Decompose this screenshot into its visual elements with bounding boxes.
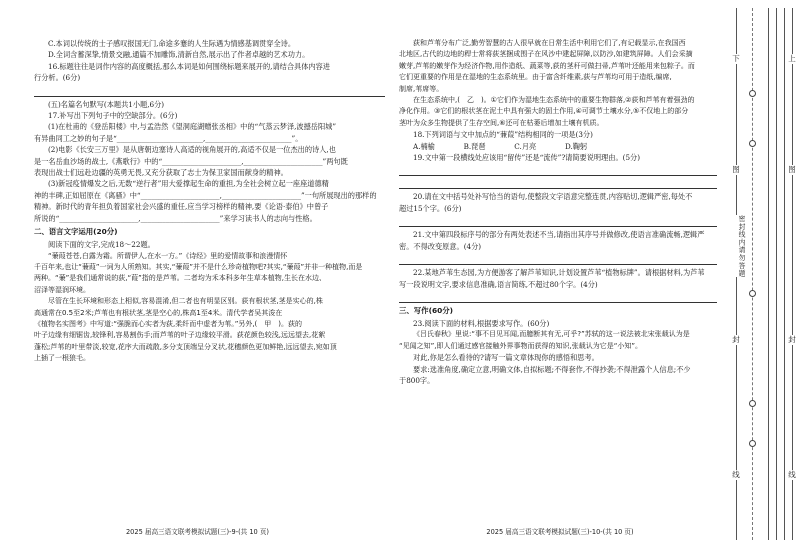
binding-label-up: 上 — [788, 54, 796, 63]
text-line: 上插了一根狼毛。 — [34, 354, 90, 363]
binding-hole — [749, 400, 756, 407]
binding-hole — [749, 140, 756, 147]
binding-hole — [749, 440, 756, 447]
binding-hole — [749, 90, 756, 97]
text-line: 有异曲同工之妙的句子是“________________________,________________________”。 — [34, 133, 303, 143]
text-line: 净化作用。③它们的根状茎在泥土中具有强大的固土作用,④可调节土壤水分,⑤不仅地上的部分 — [399, 107, 689, 116]
answer-line — [399, 166, 717, 176]
text-line: 17.补写出下列句子中的空缺部分。(6分) — [48, 111, 178, 121]
binding-hole — [749, 290, 756, 297]
text-line: 18.下列词语与文中加点的“蒹葭”结构相同的一项是(3分) — [413, 130, 593, 140]
left-page-content — [34, 38, 385, 365]
section-heading: 三、写作(60分) — [399, 305, 453, 315]
text-line: D.全词含蓄深挚,情景交融,通篇不加雕饰,清新自然,展示出了作者卓越的艺术功力。 — [48, 50, 310, 60]
text-line: 高通常在0.5至2米;芦苇也有根状茎,茎是空心的,株高1至4米。清代学者吴其浚在 — [34, 308, 283, 317]
text-line: 茎叶为众多生物提供了生存空间,⑥还可在枯萎后增加土壤有机质。 — [399, 118, 604, 127]
text-line: 千百年来,也让“蒹葭”一词为人所熟知。其实,“蒹葭”并不是什么珍奇植物吧?其实,“蒹葭”并非一种植物,而是 — [34, 262, 363, 271]
text-line: 21.文中第四段标序号的部分有两处表述不当,请指出其序号并做修改,使语言准确流畅,逻辑严 — [413, 230, 705, 240]
binding-line-5 — [792, 8, 793, 540]
text-line: 制席,苇席等。 — [399, 84, 444, 93]
text-line: “蒹葭苍苍,白露为霜。所谓伊人,在水一方。”《诗经》里的爱情故事和浪漫情怀 — [48, 251, 288, 260]
answer-line — [399, 217, 717, 227]
binding-label-down: 下 — [732, 54, 740, 63]
binding-line-4 — [784, 8, 785, 540]
text-line: 北地区,古代的边地的稈士常将荻茎捆成围子在风沙中建起屏障,以防沙,如建筑屏障。人们会采摘 — [399, 50, 693, 59]
text-line: 22.某地芦苇生态园,为方便游客了解芦苇知识,计划设置芦苇“植物标牌”。请根据材料,为芦苇 — [413, 268, 705, 278]
text-line: 超过15个字。(6分) — [399, 203, 462, 213]
text-line: 蓬松;芦苇的叶里带淡,较宽,花序大而疏散,多分支顶端呈分叉状,花穗颜色更加鲜艳,远远望去,宛如顶 — [34, 342, 337, 351]
text-line: 19.文中第一段横线处应该用“留传”还是“流传”?请简要说明理由。(5分) — [413, 153, 641, 163]
binding-dash-line — [752, 8, 753, 540]
text-line: 神的丰碑,正如屈原在《离骚》中“______________________,______________________”一句所展现出的那样的 — [34, 190, 377, 200]
binding-label-seal-2: 封 — [788, 335, 796, 344]
text-line: 写一段说明文字,要求信息准确,语言简练,不超过80个字。(4分) — [399, 279, 598, 289]
text-line: 《吕氏春秋》里说:“事不目见耳闻,而臆断其有无,可乎?”苏轼的这一说法被北宋张载认为是 — [413, 330, 690, 339]
text-line: 两种。“蒹”是我们通常说的荻,“葭”指的是芦苇。二者均为禾本科多年生草本植物,生长在水边、 — [34, 274, 326, 283]
binding-warning-text: 密封线内请勿答题 — [737, 215, 745, 278]
binding-label-tu-2: 图 — [788, 165, 796, 174]
text-line: 叶子边缘有细锯齿,较锋利,容易割伤手;而芦苇的叶子边缘较平滑。荻花颜色较浅,远远望去,花絮 — [34, 331, 326, 340]
answer-line — [399, 179, 717, 189]
answer-line — [399, 293, 717, 303]
section-heading: 二、语言文字运用(20分) — [34, 227, 118, 237]
binding-label-line-2: 线 — [788, 470, 796, 479]
text-line: 23.阅读下面的材料,根据要求写作。(60分) — [413, 318, 550, 328]
text-line: 《植物名实图考》中写道:“强脆而心实者为荻,柔纤而中虚者为苇。”另外,( 甲 )。荻的 — [34, 319, 303, 328]
binding-line-2 — [768, 8, 769, 540]
answer-line — [399, 255, 717, 265]
text-line: 于800字。 — [399, 375, 435, 385]
right-page-footer: 2025 届高三语文联考模拟试题(三)-10-(共 10 页) — [486, 528, 634, 536]
text-line: (2)电影《长安三万里》是从唐朝边塞诗人高适的视角展开的,高适不仅是一位杰出的诗人,也 — [48, 145, 336, 155]
text-line: 荻和芦苇分布广泛,勤劳智慧的古人很早就在日常生活中利用它们了,有记载显示,在我国西 — [413, 39, 686, 47]
text-line: 它们更重要的作用是在湿地的生态系统里。由于富含纤维素,荻与芦苇均可用于造纸,编席, — [399, 73, 672, 82]
text-line: 嫩芽,芦苇的嫩芽作为经济作物,用作造纸、蔬菜等,荻的茎秆可做扫帚,芦苇叶还能用来包粽子。而 — [399, 61, 695, 70]
binding-label-line: 线 — [732, 470, 740, 479]
text-line: 精神。新时代的青年担负着国家社会兴盛的重任,应当学习榜样的精神,要《论语·泰伯》中曾子 — [34, 202, 329, 212]
text-line: (3)新冠疫情爆发之后,无数“逆行者”用大爱撑起生命的重担,为全社会树立起一座座道德精 — [48, 179, 329, 189]
binding-label-tu: 图 — [732, 165, 740, 174]
text-line: (1)在杜甫的《登岳阳楼》中,与孟浩然《望洞庭湖赠张丞相》中的“气蒸云梦泽,波撼岳阳城” — [48, 122, 337, 132]
right-page — [395, 0, 725, 548]
binding-line-3 — [776, 8, 777, 540]
answer-line — [34, 87, 385, 97]
text-line: 密。不得改变原意。(4分) — [399, 241, 482, 251]
text-line: (五)名篇名句默写(本题共1小题,6分) — [48, 99, 165, 109]
text-line: 对此,你是怎么看待的?请写一篇文章体现你的感悟和思考。 — [413, 353, 599, 363]
text-line: 是一名岳血沙场的战士,《燕歌行》中的“______________________,______________________”两句既 — [34, 156, 348, 166]
text-line: 要求:选准角度,确定立意,明确文体,自拟标题;不得套作,不得抄袭;不得泄露个人信息;不少 — [413, 364, 691, 374]
right-page-content — [399, 38, 717, 386]
text-line: 表现出战士们远赴边疆的英勇无畏,又充分获取了志士为保卫家国而献身的精神。 — [34, 168, 288, 178]
left-page-footer: 2025 届高三语文联考模拟试题(三)-9-(共 10 页) — [125, 528, 269, 536]
text-line: 尽管在生长环境和形态上相似,容易混淆,但二者也有明显区别。荻有根状茎,茎是实心的,株 — [48, 297, 323, 306]
text-line: 行分析。(6分) — [34, 73, 81, 83]
left-page — [0, 0, 395, 548]
text-line: 所说的“______________________,______________________”来学习读书人的志向与性格。 — [34, 213, 317, 223]
text-line: A.楠榆 B.琵琶 C.月亮 D.鞠躬 — [413, 141, 588, 151]
text-line: 20.请在文中括号处补写恰当的语句,使整段文字语意完整连贯,内容贴切,逻辑严密,每处不 — [413, 192, 693, 202]
text-line: 阅读下面的文字,完成18～22题。 — [48, 240, 155, 250]
text-line: “见闻之知”,即人们通过感官接触外界事物而获得的知识,张载认为它是“小知”。 — [399, 341, 642, 350]
binding-label-seal: 封 — [732, 335, 740, 344]
text-line: 在生态系统中,( 乙 )。①它们作为湿地生态系统中的重要生物群落,②荻和芦苇有着强劲的 — [413, 96, 695, 105]
text-line: C.本词以传统的士子感叹报国无门,命途多蹇的人生际遇为情感基调贯穿全诗。 — [48, 39, 296, 48]
text-line: 16.标题往往是词作内容的高度概括,那么本词是如何围绕标题来展开的,请结合具体内容进 — [48, 61, 330, 71]
text-line: 沼泽等湿润环境。 — [34, 285, 90, 294]
